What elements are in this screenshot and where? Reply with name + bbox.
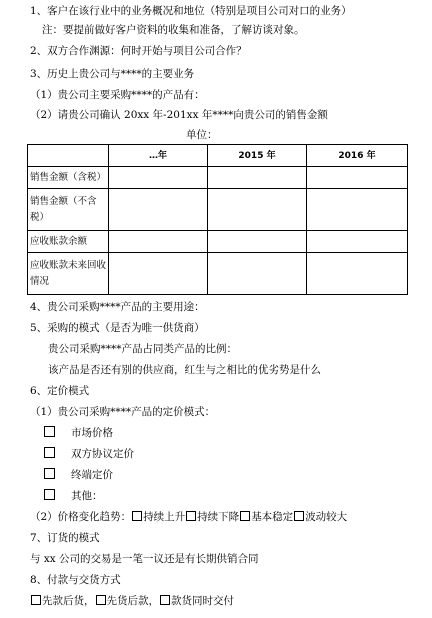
table-header-cell: …年 [109,145,208,167]
q7-item-1: 与 xx 公司的交易是一笔一议还是有长期供销合同 [30,553,259,565]
table-row [28,167,408,189]
price-trend-label: （2）价格变化趋势： [30,511,132,523]
pricing-option-label: 市场价格 [71,427,113,439]
payment-option-label: 先款后货 [42,595,84,607]
payment-options: 先款后货， 先货后款， 款货同时交付 [30,594,234,608]
q5-heading: 5、采购的模式（是否为唯一供货商） [30,322,205,334]
pricing-option[interactable] [44,426,113,440]
checkbox[interactable] [44,426,55,437]
checkbox[interactable] [44,468,55,479]
checkbox[interactable] [160,595,170,605]
table-cell[interactable] [307,253,408,295]
table-cell[interactable] [109,189,208,231]
q8-heading: 8、付款与交货方式 [30,574,121,586]
trend-option-label: 持续上升 [143,511,186,523]
trend-option-label: 波动较大 [305,511,348,523]
pricing-option-label: 其他： [71,490,103,502]
table-header-row [28,145,408,167]
table-row [28,189,408,231]
table-row-label: 销售金额（含税） [28,167,109,189]
table-cell[interactable] [307,189,408,231]
table-row [28,231,408,253]
q3-heading: 3、历史上贵公司与****的主要业务 [30,68,195,80]
checkbox[interactable] [44,489,55,500]
table-cell[interactable] [208,167,307,189]
pricing-option-label: 终端定价 [71,469,113,481]
unit-label: 单位： [186,129,218,141]
table-cell[interactable] [109,253,208,295]
table-cell[interactable] [109,167,208,189]
q1-note: 注：要提前做好客户资料的收集和准备，了解访谈对象。 [42,24,305,36]
q6-item-2 [30,510,347,524]
q6-item-1: （1）贵公司采购****产品的定价模式： [30,406,216,418]
payment-option-label: 款货同时交付 [171,595,234,607]
q3-item-1: （1）贵公司主要采购****的产品有： [30,89,205,101]
checkbox[interactable] [240,511,250,521]
table-header-cell [28,145,109,167]
q4-heading: 4、贵公司采购****产品的主要用途： [30,301,205,313]
trend-option-label: 持续下降 [197,511,240,523]
table-cell[interactable] [208,189,307,231]
pricing-option[interactable] [44,447,134,461]
q5-item-2: 该产品是否还有别的供应商，红生与之相比的优劣势是什么 [48,364,321,376]
checkbox[interactable] [186,511,196,521]
pricing-option[interactable] [44,489,103,503]
q1-heading: 1、客户在该行业中的业务概况和地位（特别是项目公司对口的业务） [30,5,352,17]
q6-heading: 6、定价模式 [30,385,90,397]
checkbox[interactable] [96,595,106,605]
table-cell[interactable] [208,231,307,253]
table-row [28,253,408,295]
table-header-cell: 2016 年 [307,145,408,167]
trend-option-label: 基本稳定 [251,511,294,523]
table-row-label: 应收账款未来回收情况 [28,253,109,295]
table-cell[interactable] [109,231,208,253]
table-cell[interactable] [307,167,408,189]
q3-item-2: （2）请贵公司确认 20xx 年-201xx 年****向贵公司的销售金额 [30,109,328,121]
checkbox[interactable] [31,595,41,605]
pricing-option[interactable] [44,468,113,482]
q5-item-1: 贵公司采购****产品占同类产品的比例： [48,343,237,355]
checkbox[interactable] [44,447,55,458]
table-cell[interactable] [307,231,408,253]
pricing-option-label: 双方协议定价 [71,448,134,460]
table-row-label: 销售金额（不含税） [28,189,109,231]
q2-heading: 2、双方合作渊源：何时开始与项目公司合作？ [30,45,247,57]
checkbox[interactable] [294,511,304,521]
table-header-cell: 2015 年 [208,145,307,167]
payment-option-label: 先货后款 [106,595,149,607]
table-cell[interactable] [208,253,307,295]
sales-table [27,144,408,295]
table-row-label: 应收账款余额 [28,231,109,253]
q7-heading: 7、订货的模式 [30,532,100,544]
checkbox[interactable] [132,511,142,521]
